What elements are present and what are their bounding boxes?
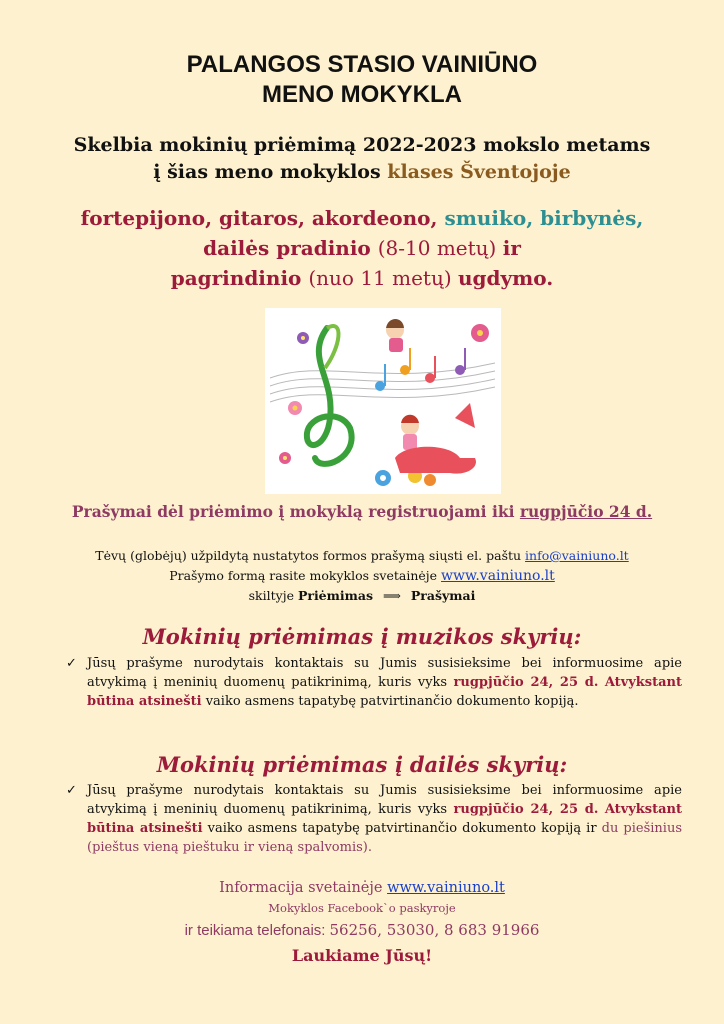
checkmark-icon: ✓: [66, 783, 77, 798]
email-link[interactable]: info@vainiuno.lt: [525, 548, 629, 563]
info-section-name: Priėmimas: [297, 588, 373, 603]
art-drawings: du piešinius (pieštus vieną pieštuku ir vieną spalvomis).: [87, 821, 682, 855]
art-text-intro: Jūsų prašyme nurodytais kontaktais su Jumis susisieksime bei informuosime apie atvykimą į meninių duomenų patikrinimą, kuris vyks: [87, 783, 682, 817]
treble-clef-illustration: [265, 308, 501, 494]
programs-age-primary: (8-10 metų): [377, 236, 503, 260]
music-illustration-icon: [265, 308, 501, 494]
art-bring: Atvykstant būtina atsinešti: [87, 802, 683, 836]
title-line-2: MENO MOKYKLA: [262, 81, 462, 108]
info-subsection-name: Prašymai: [410, 588, 476, 603]
music-section-bullet: [66, 654, 682, 711]
programs-instruments: fortepijono, gitaros, akordeono,: [80, 206, 445, 230]
programs-list: [0, 203, 724, 293]
programs-and: ir: [502, 236, 521, 260]
programs-strings: smuiko, birbynės,: [444, 206, 644, 230]
title-line-1: PALANGOS STASIO VAINIŪNO: [186, 51, 538, 78]
info-line-form: [0, 566, 724, 586]
subtitle-prefix: į šias meno mokyklos: [153, 161, 388, 183]
art-section-heading: Mokinių priėmimas į dailės skyrių:: [156, 752, 568, 777]
right-arrow-icon: ⟹: [382, 588, 401, 603]
art-bullet-text: [87, 781, 682, 857]
programs-age-main: (nuo 11 metų): [308, 266, 459, 290]
checkmark-icon: ✓: [66, 656, 77, 671]
school-title: [0, 50, 724, 110]
deadline-notice: [0, 502, 724, 521]
music-text-document: vaiko asmens tapatybę patvirtinančio dokumento kopiją.: [201, 694, 579, 709]
music-text-intro: Jūsų prašyme nurodytais kontaktais su Jumis susisieksime bei informuosime apie atvykimą į meninių duomenų patikrinimą, kuris vyks: [87, 656, 682, 690]
programs-art-primary: dailės pradinio: [203, 236, 378, 260]
programs-education: ugdymo.: [458, 266, 554, 290]
programs-line-3: [0, 263, 724, 293]
footer-website-line: [0, 876, 724, 900]
art-text-document: vaiko asmens tapatybę patvirtinančio dokumento kopiją ir: [202, 821, 602, 836]
music-section-heading: Mokinių priėmimas į muzikos skyrių:: [142, 624, 582, 649]
footer-phone-text: ir teikiama telefonais:: [184, 922, 326, 939]
application-info: [0, 546, 724, 606]
programs-main: pagrindinio: [170, 266, 309, 290]
info-line-email: [0, 546, 724, 566]
footer-facebook-line: Mokyklos Facebook`o paskyroje: [268, 901, 456, 915]
subtitle-highlight: klases Šventojoje: [387, 161, 571, 183]
footer-phone-line: [0, 916, 724, 945]
footer-website-text: Informacija svetainėje: [219, 880, 388, 896]
contact-footer: [0, 876, 724, 967]
programs-line-1: [0, 203, 724, 233]
website-link[interactable]: www.vainiuno.lt: [441, 568, 555, 584]
subtitle-line-2: [0, 159, 724, 186]
music-bullet-text: [87, 654, 682, 711]
deadline-date: rugpjūčio 24 d.: [519, 502, 653, 521]
info-form-text: Prašymo formą rasite mokyklos svetainėje: [169, 568, 442, 583]
music-dates: rugpjūčio 24, 25 d.: [453, 675, 599, 690]
art-dates: rugpjūčio 24, 25 d.: [453, 802, 599, 817]
info-line-section: [0, 586, 724, 606]
footer-welcome: Laukiame Jūsų!: [291, 946, 433, 965]
art-section-bullet: [66, 781, 682, 857]
footer-website-link[interactable]: www.vainiuno.lt: [387, 880, 505, 896]
info-section-prefix: skiltyje: [248, 588, 298, 603]
programs-line-2: [0, 233, 724, 263]
music-bring: Atvykstant būtina atsinešti: [87, 675, 683, 709]
deadline-text: Prašymai dėl priėmimo į mokyklą registruojami iki: [71, 502, 520, 521]
subtitle-line-1: Skelbia mokinių priėmimą 2022-2023 mokslo metams: [73, 134, 651, 156]
info-email-text: Tėvų (globėjų) užpildytą nustatytos formos prašymą siųsti el. paštu: [95, 548, 526, 563]
announcement-subtitle: [0, 132, 724, 186]
footer-phone-numbers: 56256, 53030, 8 683 91966: [329, 921, 540, 939]
